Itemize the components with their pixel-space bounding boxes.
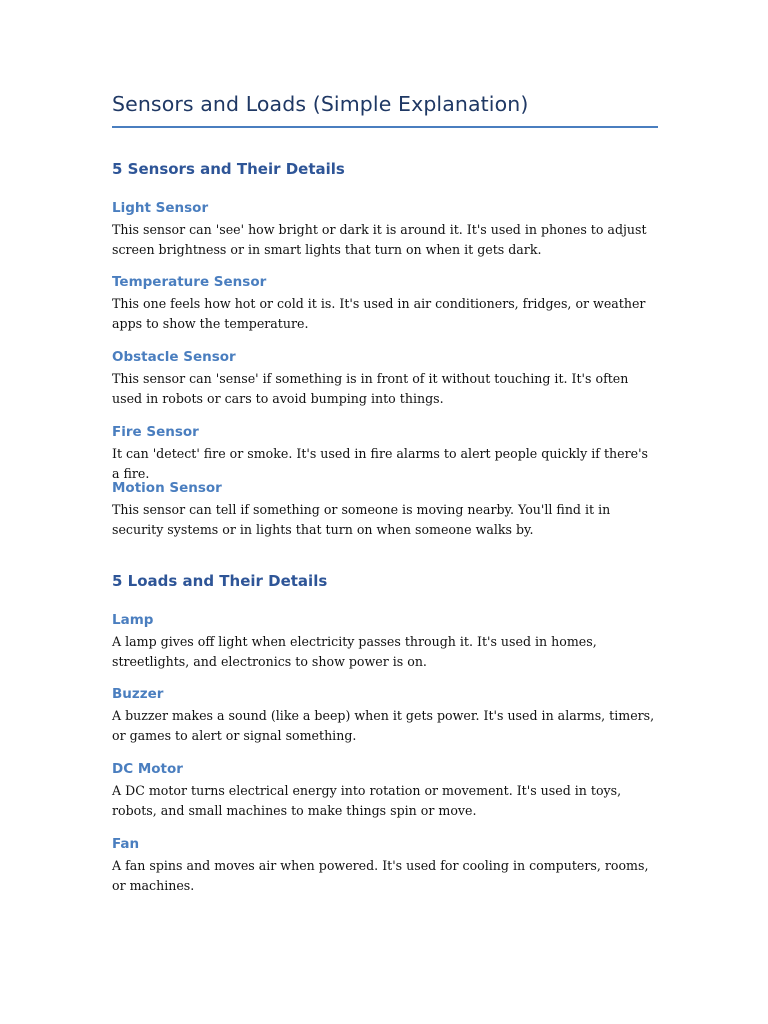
load-item-dc-motor xyxy=(112,760,658,820)
sensor-item-heading: Light Sensor xyxy=(112,200,209,216)
load-item-heading: DC Motor xyxy=(112,761,183,777)
load-item-description: A lamp gives off light when electricity passes through it. It's used in homes, streetlights, and electronics to show power is on. xyxy=(112,634,597,669)
sensor-item-temperature xyxy=(112,273,658,333)
load-item-heading: Lamp xyxy=(112,612,154,628)
sensor-item-description: This sensor can 'sense' if something is in front of it without touching it. It's often used in robots or cars to avoid bumping into things. xyxy=(112,371,629,406)
sensor-item-heading: Fire Sensor xyxy=(112,424,199,440)
sensor-item-fire xyxy=(112,423,658,483)
sensor-item-description: This sensor can tell if something or someone is moving nearby. You'll find it in security systems or in lights that turn on when someone walks by. xyxy=(112,502,611,537)
load-item-description: A DC motor turns electrical energy into rotation or movement. It's used in toys, robots, and small machines to make things spin or move. xyxy=(112,783,622,818)
loads-section-heading: 5 Loads and Their Details xyxy=(112,572,328,590)
load-item-fan xyxy=(112,835,658,895)
load-item-heading: Fan xyxy=(112,836,140,852)
loads-section xyxy=(112,572,658,590)
sensor-item-description: This one feels how hot or cold it is. It's used in air conditioners, fridges, or weather apps to show the temperature. xyxy=(112,296,646,331)
sensor-item-obstacle xyxy=(112,348,658,408)
sensor-item-motion xyxy=(112,479,658,539)
sensor-item-description: This sensor can 'see' how bright or dark it is around it. It's used in phones to adjust screen brightness or in smart lights that turn on when it gets dark. xyxy=(112,222,647,257)
load-item-heading: Buzzer xyxy=(112,686,164,702)
sensor-item-light xyxy=(112,199,658,259)
title-underline-rule xyxy=(112,126,658,128)
sensor-item-heading: Motion Sensor xyxy=(112,480,222,496)
load-item-buzzer xyxy=(112,685,658,745)
sensor-item-heading: Temperature Sensor xyxy=(112,274,267,290)
sensors-section-heading: 5 Sensors and Their Details xyxy=(112,160,345,178)
sensor-item-heading: Obstacle Sensor xyxy=(112,349,236,365)
load-item-lamp xyxy=(112,611,658,671)
load-item-description: A buzzer makes a sound (like a beep) when it gets power. It's used in alarms, timers, or games to alert or signal something. xyxy=(112,708,655,743)
load-item-description: A fan spins and moves air when powered. It's used for cooling in computers, rooms, or machines. xyxy=(112,858,649,893)
document-title: Sensors and Loads (Simple Explanation) xyxy=(112,92,529,116)
sensor-item-description: It can 'detect' fire or smoke. It's used in fire alarms to alert people quickly if there's a fire. xyxy=(112,446,648,481)
sensors-section xyxy=(112,160,658,178)
